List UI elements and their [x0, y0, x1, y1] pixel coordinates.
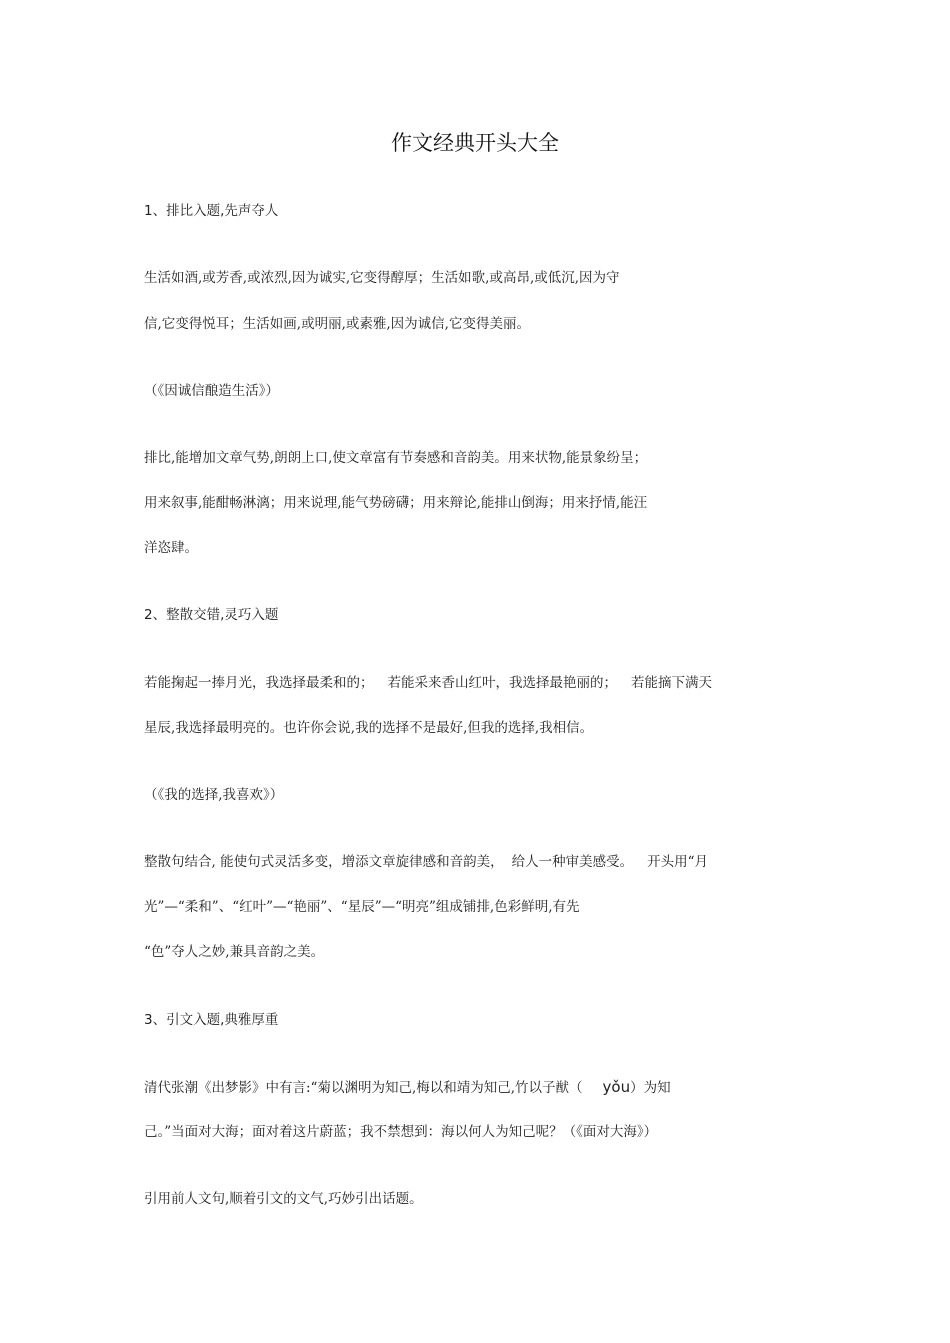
section-2-analysis-line-2: 光”—“柔和”、“红叶”—“艳丽”、“星辰”—“明亮”组成铺排,色彩鲜明,有先 [144, 899, 580, 915]
section-2-example-part-2: 若能采来香山红叶，我选择最艳丽的； [387, 675, 617, 691]
section-2-example-line-2: 星辰,我选择最明亮的。也许你会说,我的选择不是最好,但我的选择,我相信。 [144, 720, 594, 736]
document-title: 作文经典开头大全 [391, 131, 559, 155]
section-3-pinyin: yǒu [602, 1078, 631, 1096]
section-3-example-text-b: ）为知 [630, 1080, 671, 1096]
section-1-example-line-1: 生活如酒,或芳香,或浓烈,因为诚实,它变得醇厚；生活如歌,或高昂,或低沉,因为守 [144, 270, 620, 286]
section-1-analysis-line-3: 洋恣肆。 [144, 540, 198, 556]
section-3-example-line-2: 己。”当面对大海；面对着这片蔚蓝；我不禁想到：海以何人为知己呢？（《面对大海》） [144, 1124, 658, 1140]
section-1-example-line-2: 信,它变得悦耳；生活如画,或明丽,或素雅,因为诚信,它变得美丽。 [144, 316, 530, 332]
section-2-example-line-1 [144, 673, 784, 693]
section-2-heading: 2、整散交错,灵巧入题 [144, 607, 279, 623]
section-3-example-line-1 [144, 1077, 784, 1098]
section-3-analysis: 引用前人文句,顺着引文的文气,巧妙引出话题。 [144, 1191, 423, 1207]
section-2-analysis-line-1 [144, 852, 784, 872]
section-3-heading: 3、引文入题,典雅厚重 [144, 1012, 279, 1028]
section-2-analysis-part-1: 整散句结合, 能使句式灵活多变，增添文章旋律感和音韵美， [144, 854, 504, 870]
section-2-example-part-3: 若能摘下满天 [631, 675, 712, 691]
section-1-heading: 1、排比入题,先声夺人 [144, 203, 279, 219]
section-1-source: （《因诚信酿造生活》） [144, 383, 279, 399]
section-2-analysis-line-3: “色”夺人之妙,兼具音韵之美。 [144, 944, 325, 960]
section-2-example-part-1: 若能掬起一捧月光，我选择最柔和的； [144, 675, 374, 691]
section-1-analysis-line-2: 用来叙事,能酣畅淋漓；用来说理,能气势磅礴；用来辩论,能排山倒海；用来抒情,能汪 [144, 495, 648, 511]
section-3-example-text-a: 清代张潮《出梦影》中有言:“菊以渊明为知己,梅以和靖为知己,竹以子猷（ [144, 1080, 583, 1096]
section-1-analysis-line-1: 排比,能增加文章气势,朗朗上口,使文章富有节奏感和音韵美。用来状物,能景象纷呈； [144, 450, 648, 466]
section-2-analysis-part-3: 开头用“月 [647, 854, 708, 870]
section-2-analysis-part-2: 给人一种审美感受。 [511, 854, 634, 870]
section-2-source: （《我的选择,我喜欢》） [144, 787, 284, 803]
